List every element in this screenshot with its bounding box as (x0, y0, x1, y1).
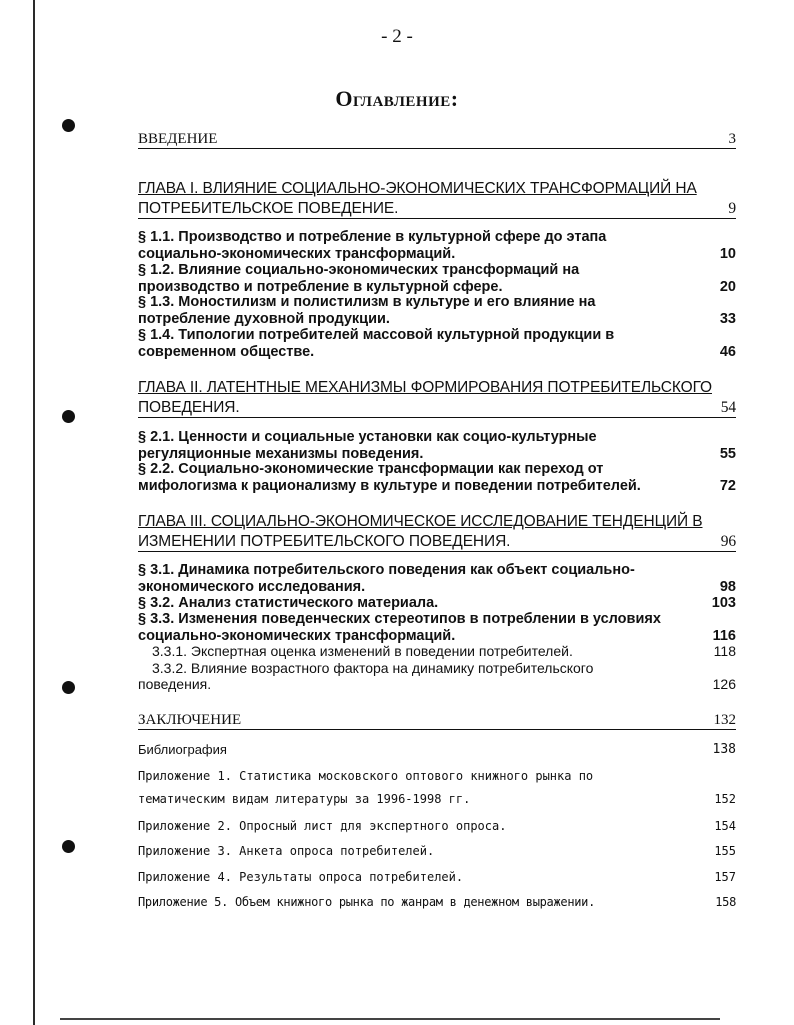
toc-chapter-2[interactable] (138, 378, 736, 418)
entry-label: ЗАКЛЮЧЕНИЕ (138, 712, 242, 728)
section-line: § 3.1. Динамика потребительского поведения как объект социально- (138, 562, 635, 578)
punch-hole-icon (62, 119, 75, 132)
scan-bottom-edge (60, 1018, 720, 1020)
toc-subsection-3-3-2[interactable] (138, 660, 736, 692)
section-line: производство и потребление в культурной сфере. (138, 278, 503, 295)
section-page: 33 (719, 310, 736, 327)
entry-page: 3 (728, 131, 736, 147)
toc-section-1-4[interactable] (138, 327, 736, 360)
section-page: 46 (719, 343, 736, 360)
section-page: 116 (712, 627, 736, 644)
subsection-line: 3.3.2. Влияние возрастного фактора на динамику потребительского (152, 660, 594, 676)
toc-section-3-1[interactable] (138, 562, 736, 595)
section-line: социально-экономических трансформаций. (138, 245, 456, 262)
section-page: 103 (711, 595, 736, 611)
toc-appendix-1[interactable] (138, 769, 736, 806)
appendix-page: 155 (714, 844, 736, 858)
toc-section-2-2[interactable] (138, 461, 736, 494)
chapter-page: 96 (720, 533, 736, 550)
chapter-title-line: ИЗМЕНЕНИИ ПОТРЕБИТЕЛЬСКОГО ПОВЕДЕНИЯ. (138, 533, 511, 550)
punch-hole-icon (62, 410, 75, 423)
subsection-line: 3.3.1. Экспертная оценка изменений в поведении потребителей. (152, 643, 573, 659)
punch-hole-icon (62, 681, 75, 694)
chapter-title-line: ПОТРЕБИТЕЛЬСКОЕ ПОВЕДЕНИЕ. (138, 200, 399, 217)
appendix-line: Приложение 4. Результаты опроса потребителей. (138, 870, 464, 884)
subsection-page: 126 (712, 676, 736, 692)
appendix-line: тематическим видам литературы за 1996-1998 гг. (138, 792, 471, 806)
section-line: экономического исследования. (138, 578, 366, 595)
appendix-page: 154 (714, 819, 736, 833)
section-page: 98 (719, 578, 736, 595)
section-line: § 2.2. Социально-экономические трансформации как переход от (138, 461, 604, 477)
scan-left-edge (33, 0, 35, 1025)
toc-chapter-3[interactable] (138, 512, 736, 552)
section-line: § 1.4. Типологии потребителей массовой культурной продукции в (138, 327, 615, 343)
toc-appendix-3[interactable] (138, 844, 736, 858)
chapter-page: 54 (720, 399, 736, 416)
toc-appendix-4[interactable] (138, 870, 736, 884)
chapter-title-line: ПОВЕДЕНИЯ. (138, 399, 240, 416)
chapter-title-row (138, 398, 736, 418)
toc-title: Оглавление: (335, 86, 459, 111)
toc-section-1-3[interactable] (138, 294, 736, 327)
appendix-line: Приложение 2. Опросный лист для экспертного опроса. (138, 819, 507, 833)
toc-section-3-2[interactable] (138, 595, 736, 612)
page-number: - 2 - (381, 26, 413, 47)
chapter-page: 9 (728, 200, 736, 217)
section-line: § 1.3. Моностилизм и полистилизм в культуре и его влияние на (138, 294, 596, 310)
toc-section-3-3[interactable] (138, 611, 736, 644)
toc-entry-introduction[interactable] (138, 130, 736, 149)
toc-entry-bibliography[interactable] (138, 742, 736, 757)
section-line: § 3.3. Изменения поведенческих стереотипов в потреблении в условиях (138, 611, 661, 627)
chapter-title-row (138, 199, 736, 219)
subsection-page: 118 (713, 643, 736, 659)
toc-chapter-1[interactable] (138, 179, 736, 219)
toc-entry-conclusion[interactable] (138, 711, 736, 730)
section-page: 20 (719, 278, 736, 295)
appendix-line: Приложение 1. Статистика московского оптового книжного рынка по (138, 769, 594, 783)
toc-section-1-2[interactable] (138, 262, 736, 295)
entry-label: Библиография (138, 742, 227, 757)
entry-page: 132 (713, 712, 736, 728)
section-line: мифологизма к рационализму в культуре и поведении потребителей. (138, 477, 641, 494)
section-page: 10 (719, 245, 736, 262)
toc-section-2-1[interactable] (138, 429, 736, 462)
section-line: § 1.2. Влияние социально-экономических трансформаций на (138, 262, 580, 278)
entry-page: 138 (712, 742, 736, 757)
chapter-title-row (138, 532, 736, 552)
section-line: § 1.1. Производство и потребление в культурной сфере до этапа (138, 229, 607, 245)
subsection-line: поведения. (138, 676, 212, 692)
chapter-title-line: ГЛАВА III. СОЦИАЛЬНО-ЭКОНОМИЧЕСКОЕ ИССЛЕДОВАНИЕ ТЕНДЕНЦИЙ В (138, 513, 703, 530)
section-line: регуляционные механизмы поведения. (138, 445, 424, 462)
toc-appendix-5[interactable] (138, 895, 736, 909)
toc-section-1-1[interactable] (138, 229, 736, 262)
toc-appendix-2[interactable] (138, 819, 736, 833)
section-page: 72 (719, 477, 736, 494)
appendix-page: 157 (714, 870, 736, 884)
appendix-page: 158 (715, 895, 736, 909)
section-page: 55 (719, 445, 736, 462)
section-line: потребление духовной продукции. (138, 310, 390, 327)
chapter-title-line: ГЛАВА II. ЛАТЕНТНЫЕ МЕХАНИЗМЫ ФОРМИРОВАНИЯ ПОТРЕБИТЕЛЬСКОГО (138, 379, 712, 396)
appendix-page: 152 (714, 792, 736, 806)
section-line: современном обществе. (138, 343, 315, 360)
section-line: § 2.1. Ценности и социальные установки как социо-культурные (138, 429, 597, 445)
appendix-line: Приложение 5. Объем книжного рынка по жанрам в денежном выражении. (138, 895, 596, 909)
chapter-title-line: ГЛАВА I. ВЛИЯНИЕ СОЦИАЛЬНО-ЭКОНОМИЧЕСКИХ ТРАНСФОРМАЦИЙ НА (138, 180, 697, 197)
punch-hole-icon (62, 840, 75, 853)
appendix-line: Приложение 3. Анкета опроса потребителей. (138, 844, 435, 858)
entry-label: ВВЕДЕНИЕ (138, 131, 218, 147)
section-line: социально-экономических трансформаций. (138, 627, 456, 644)
section-line: § 3.2. Анализ статистического материала. (138, 595, 439, 611)
toc-subsection-3-3-1[interactable] (138, 643, 736, 659)
